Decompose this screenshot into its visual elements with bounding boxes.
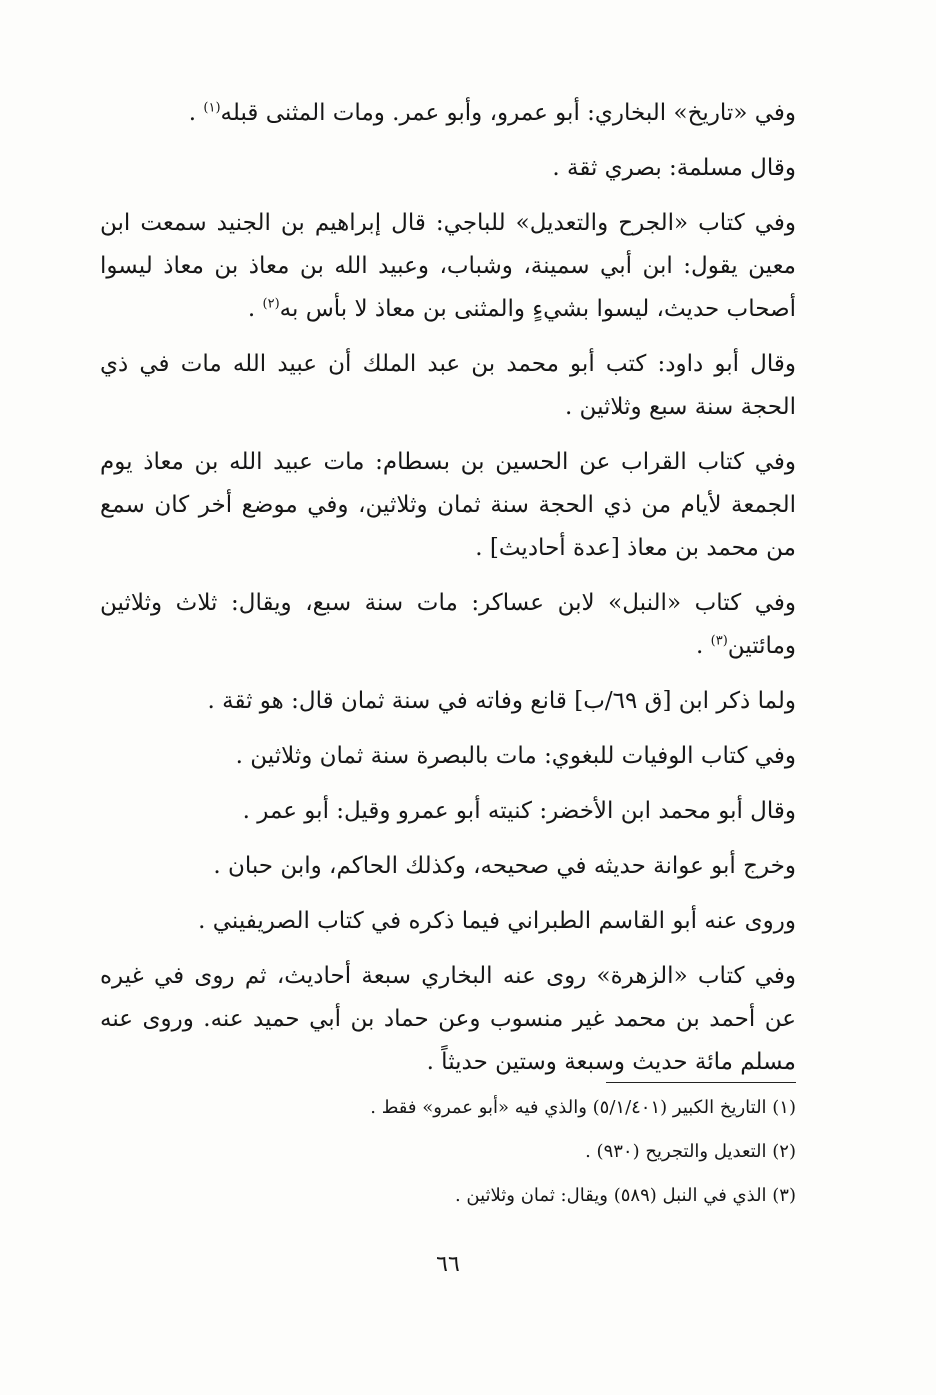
body-text	[100, 92, 796, 1084]
footnote-2: (٢) التعديل والتجريح (٩٣٠) .	[585, 1141, 796, 1162]
footnote-reference: (٢)	[262, 296, 280, 312]
paragraph	[100, 343, 796, 429]
paragraph	[100, 582, 796, 668]
footnote-3: (٣) الذي في النبل (٥٨٩) ويقال: ثمان وثلاثين .	[454, 1185, 796, 1206]
paragraph	[100, 441, 796, 570]
paragraph-end-mark: .	[247, 296, 263, 322]
footnote-reference: (١)	[203, 100, 221, 116]
paragraph-text: وفي كتاب «الزهرة» روى عنه البخاري سبعة أحاديث، ثم روى في غيره عن أحمد بن محمد غير منسوب وعن حماد بن أبي حميد عنه. وروى عنه مسلم مائة حديث وسبعة وستين حديثاً .	[100, 963, 796, 1075]
paragraph-text: وروى عنه أبو القاسم الطبراني فيما ذكره في كتاب الصريفيني .	[198, 908, 796, 934]
footnote-1: (١) التاريخ الكبير (٥/١/٤٠١) والذي فيه «أبو عمرو» فقط .	[370, 1097, 796, 1118]
page-number: ٦٦	[436, 1252, 460, 1277]
paragraph-text: وقال أبو محمد ابن الأخضر: كنيته أبو عمرو وقيل: أبو عمر .	[242, 798, 796, 824]
paragraph	[100, 900, 796, 943]
paragraph-end-mark: .	[696, 633, 711, 659]
footnote-separator	[606, 1082, 796, 1083]
paragraph-text: وفي «تاريخ» البخاري: أبو عمرو، وأبو عمر. ومات المثنى قبله	[220, 100, 796, 126]
paragraph-text: وفي كتاب الوفيات للبغوي: مات بالبصرة سنة ثمان وثلاثين .	[235, 743, 796, 769]
paragraph-text: وفي كتاب القراب عن الحسين بن بسطام: مات عبيد الله بن معاذ يوم الجمعة لأيام من ذي الحجة سنة ثمان وثلاثين، وفي موضع أخر كان سمع من محمد بن معاذ [عدة أحاديث] .	[100, 449, 796, 561]
paragraph-text: وفي كتاب «الجرح والتعديل» للباجي: قال إبراهيم بن الجنيد سمعت ابن معين يقول: ابن أبي سمينة، وشباب، وعبيد الله بن معاذ بن معاذ ليسوا أصحاب حديث، ليسوا بشيءٍ والمثنى بن معاذ لا بأس به	[100, 210, 796, 322]
paragraph	[100, 147, 796, 190]
paragraph	[100, 680, 796, 723]
paragraph-text: وقال مسلمة: بصري ثقة .	[552, 155, 796, 181]
paragraph	[100, 790, 796, 833]
paragraph	[100, 845, 796, 888]
paragraph	[100, 92, 796, 135]
paragraph-text: وقال أبو داود: كتب أبو محمد بن عبد الملك أن عبيد الله مات في ذي الحجة سنة سبع وثلاثين .	[100, 351, 796, 420]
paragraph-text: ولما ذكر ابن [ق ٦٩/ب] قانع وفاته في سنة ثمان قال: هو ثقة .	[207, 688, 796, 714]
paragraph	[100, 735, 796, 778]
paragraph-end-mark: .	[188, 100, 204, 126]
paragraph	[100, 955, 796, 1084]
footnote-reference: (٣)	[710, 633, 728, 649]
paragraph-text: وخرج أبو عوانة حديثه في صحيحه، وكذلك الحاكم، وابن حبان .	[213, 853, 796, 879]
footnotes-section	[100, 1082, 796, 1227]
paragraph-text: وفي كتاب «النبل» لابن عساكر: مات سنة سبع، ويقال: ثلاث وثلاثين ومائتين	[100, 590, 796, 659]
paragraph	[100, 202, 796, 331]
book-page	[100, 92, 796, 1382]
